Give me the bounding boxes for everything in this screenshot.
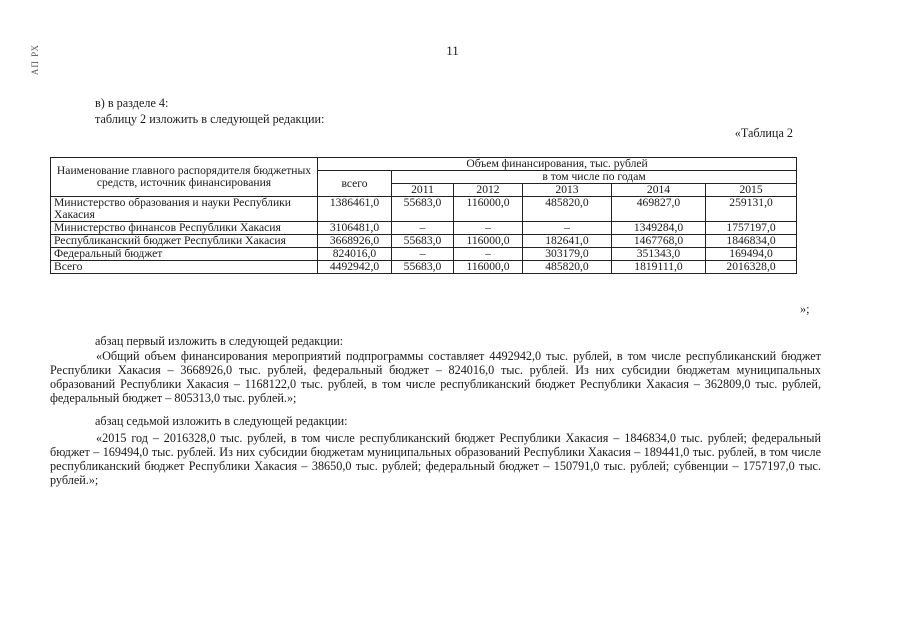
row-2015: 2016328,0 — [706, 261, 797, 274]
table-label: «Таблица 2 — [734, 126, 793, 140]
para1-text — [50, 349, 821, 405]
header-by-years: в том числе по годам — [392, 171, 797, 184]
table-header-row — [51, 158, 797, 171]
header-year: 2011 — [392, 184, 454, 197]
row-2013: 303179,0 — [523, 248, 612, 261]
row-2015: 1846834,0 — [706, 235, 797, 248]
row-total: 3668926,0 — [318, 235, 392, 248]
page-number: 11 — [446, 43, 459, 58]
header-total: всего — [318, 171, 392, 197]
row-2013: 485820,0 — [523, 261, 612, 274]
row-name: Республиканский бюджет Республики Хакасия — [51, 235, 318, 248]
table-row — [51, 197, 797, 222]
row-total: 824016,0 — [318, 248, 392, 261]
para2-intro: абзац седьмой изложить в следующей редакции: — [95, 414, 348, 428]
row-2012: 116000,0 — [454, 261, 523, 274]
row-2011: 55683,0 — [392, 235, 454, 248]
row-2014: 1467768,0 — [612, 235, 706, 248]
row-2014: 1819111,0 — [612, 261, 706, 274]
row-2013: 182641,0 — [523, 235, 612, 248]
header-year: 2014 — [612, 184, 706, 197]
row-name: Федеральный бюджет — [51, 248, 318, 261]
para1-body: «Общий объем финансирования мероприятий подпрограммы составляет 4492942,0 тыс. рублей, в том числе республиканский бюджет Республики Хакасия – 3668926,0 тыс. рублей, федеральный бюджет – 824016,0 тыс. рублей. Из них субсидии бюджетам муниципальных образований Республики Хакасия – 1168122,0 тыс. рублей, в том числе республиканский бюджет Республики Хакасия – 362809,0 тыс. рублей, федеральный бюджет – 805313,0 тыс. рублей.»; — [50, 349, 821, 405]
table-row — [51, 235, 797, 248]
row-2012: 116000,0 — [454, 197, 523, 222]
row-2013: 485820,0 — [523, 197, 612, 222]
row-total: 1386461,0 — [318, 197, 392, 222]
table-intro: таблицу 2 изложить в следующей редакции: — [95, 112, 325, 126]
row-name: Всего — [51, 261, 318, 274]
para2-body: «2015 год – 2016328,0 тыс. рублей, в том числе республиканский бюджет Республики Хакасия – 1846834,0 тыс. рублей; федеральный бюджет – 169494,0 тыс. рублей. Из них субсидии бюджетам муниципальных образований Республики Хакасия – 189441,0 тыс. рублей, в том числе республиканский бюджет Республики Хакасия – 38650,0 тыс. рублей; федеральный бюджет – 150791,0 тыс. рублей; субвенции – 1757197,0 тыс. рублей.»; — [50, 431, 821, 487]
header-year: 2015 — [706, 184, 797, 197]
row-name: Министерство финансов Республики Хакасия — [51, 222, 318, 235]
row-2014: 351343,0 — [612, 248, 706, 261]
table-close-quote: »; — [800, 302, 810, 316]
table-row — [51, 222, 797, 235]
row-2015: 1757197,0 — [706, 222, 797, 235]
row-2013: – — [523, 222, 612, 235]
para1-intro: абзац первый изложить в следующей редакции: — [95, 334, 344, 348]
para2-text — [50, 431, 821, 487]
financing-table — [50, 157, 797, 274]
row-2012: – — [454, 222, 523, 235]
row-2014: 1349284,0 — [612, 222, 706, 235]
row-2011: – — [392, 222, 454, 235]
section-line: в) в разделе 4: — [95, 96, 169, 110]
header-year: 2012 — [454, 184, 523, 197]
header-name: Наименование главного распорядителя бюджетных средств, источник финансирования — [51, 158, 318, 197]
table-row — [51, 248, 797, 261]
row-total: 3106481,0 — [318, 222, 392, 235]
row-2012: – — [454, 248, 523, 261]
row-2011: 55683,0 — [392, 197, 454, 222]
row-total: 4492942,0 — [318, 261, 392, 274]
row-name: Министерство образования и науки Республики Хакасия — [51, 197, 318, 222]
row-2011: – — [392, 248, 454, 261]
row-2012: 116000,0 — [454, 235, 523, 248]
side-stamp: АП РХ — [30, 44, 40, 76]
header-volume: Объем финансирования, тыс. рублей — [318, 158, 797, 171]
row-2015: 169494,0 — [706, 248, 797, 261]
header-year: 2013 — [523, 184, 612, 197]
row-2011: 55683,0 — [392, 261, 454, 274]
row-2015: 259131,0 — [706, 197, 797, 222]
table-row — [51, 261, 797, 274]
row-2014: 469827,0 — [612, 197, 706, 222]
